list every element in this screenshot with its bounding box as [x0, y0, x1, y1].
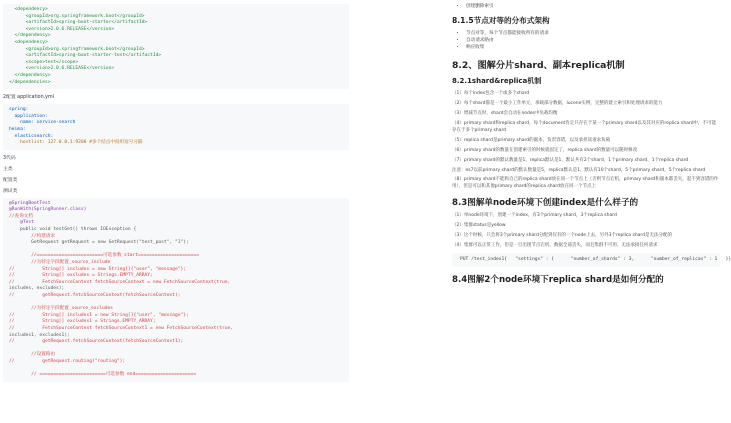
numbered-list-8-2-1: [452, 90, 720, 164]
right-page: [452, 0, 731, 423]
code-line: // ========================可选参数 end======================: [9, 372, 197, 378]
pom-dependencies-code-block: [3, 4, 349, 89]
code-line: <artifactId>spring-boot-starter-test</artifactId>: [9, 53, 162, 59]
list-item: • 自动请求路由: [466, 37, 720, 44]
config-heading: 2配置 application.yml: [3, 95, 54, 101]
code-line: @Test: [9, 220, 34, 226]
code-line: PUT /test_index1: [460, 257, 505, 262]
code-line: //为特定字段配置_source_excludes: [9, 306, 114, 312]
bullet-list-8-1-5: [452, 30, 720, 51]
section-heading-8-2-1: 8.2.1shard&replica机制: [452, 77, 542, 85]
code-line: <groupId>org.springframework.boot</groupId>: [9, 46, 145, 52]
code-line: spring:: [9, 107, 29, 113]
list-item: （6）primary shard的数量在创建索引的时候就固定了，replica shard的数量可以随时修改: [452, 148, 638, 153]
list-item: • 创建删除索引: [466, 3, 720, 10]
code-line: <artifactId>spring-boot-starter</artifactId>: [9, 20, 148, 26]
top-bullet-list: [452, 3, 720, 10]
list-item: （4）primary shard和replica shard，每个document肯定只存在于某一个primary shard以及其对应的replica shard中，不可能存在于多个primary shard: [452, 121, 717, 133]
code-line: "number_of_replicas" : 1: [634, 257, 718, 262]
section-heading-8-1-5: 8.1.5节点对等的分布式架构: [452, 16, 550, 25]
code-line: //构建请求: [9, 233, 56, 239]
list-item: （3）这个时候，只会将3个primary shard分配到仅有的一个node上去，另外3个replica shard是无法分配的: [452, 233, 673, 238]
list-item: （2）每个shard都是一个最小工作单元，承载部分数据，lucene实例，完整的建立索引和处理请求的能力: [452, 101, 663, 106]
code-line: <scope>test</scope>: [9, 59, 79, 65]
list-item: • 节点对等，每个节点都能接收所有的请求: [466, 30, 720, 37]
code-line: @RunWith(SpringRunner.class): [9, 207, 87, 213]
code-line: @SpringBootTest: [9, 200, 51, 206]
code-line: "number_of_shards" : 3,: [554, 257, 635, 262]
code-line: // String[] excludes = Strings.EMPTY_ARRAY;: [9, 273, 153, 279]
code-label: 3代码: [3, 155, 16, 161]
code-line: name: service-search: [9, 120, 76, 126]
list-item: （7）primary shard的默认数量是1，replica默认是1，默认共有2个shard，1个primary shard，1个replica shard: [452, 158, 689, 163]
code-line: elasticsearch:: [9, 133, 54, 139]
code-line: // String[] includes = new String[]{"user", "message"};: [9, 266, 187, 272]
code-line: <dependency>: [9, 7, 48, 12]
code-line: // getRequest.fetchSourceContext(fetchSourceContext);: [9, 293, 181, 298]
code-line: GetRequest getRequest = new GetRequest("test_post", "1");: [9, 240, 189, 246]
code-line: hostlist: 127.0.0.1:9200 #多个结点中间用逗号分隔: [9, 140, 143, 146]
code-line: }: [717, 257, 729, 262]
code-line: //查询文档: [9, 213, 33, 219]
code-line: //为特定字段配置_source_include: [9, 260, 111, 266]
code-line: <groupId>org.springframework.boot</groupId>: [9, 13, 145, 19]
list-item: （4）集群可以正常工作，但是一旦出现节点宕机，数据全部丢失，而且集群不可用，无法承接任何请求: [452, 243, 658, 248]
code-line: </dependency>: [9, 33, 51, 39]
code-line: includes, excludes);: [9, 286, 65, 292]
section-heading-8-2: 8.2、图解分片shard、副本replica机制: [452, 60, 625, 71]
code-line: }: [728, 257, 731, 262]
section-heading-8-3: 8.3图解单node环境下创建index是什么样子的: [452, 198, 639, 208]
code-line: // FetchSourceContext fetchSourceContext = new FetchSourceContext(true,: [9, 279, 231, 285]
put-index-code-block: [452, 253, 731, 267]
list-item: （1）每个index包含一个或多个shard: [452, 91, 530, 96]
numbered-list-8-3: [452, 212, 720, 249]
code-line: // getRequest.fetchSourceContext(fetchSourceContext1);: [9, 339, 184, 345]
code-line: //设置路由: [9, 352, 56, 358]
config-class-label: 配置类: [3, 177, 18, 183]
list-item: （5）replica shard是primary shard的副本，负责容错，以及承担读请求负载: [452, 138, 611, 143]
note-paragraph: 注意：es7以前primary shard的默认数量是5，replica默认是1，默认有10个shard，5个primary shard，5个replica shard: [452, 168, 706, 173]
code-line: </dependency>: [9, 72, 51, 78]
main-class-label: 主类: [3, 166, 13, 172]
code-line: application:: [9, 113, 48, 119]
code-line: {: [504, 257, 508, 262]
code-line: heima:: [9, 126, 26, 132]
application-yml-code-block: [3, 104, 349, 150]
code-line: // getRequest.routing("routing");: [9, 358, 126, 364]
list-item: （3）增减节点时，shard会自动在nodes中负载均衡: [452, 111, 558, 116]
code-line: public void testGet() throws IOException {: [9, 227, 137, 233]
code-line: [9, 346, 343, 353]
test-class-label: 测试类: [3, 188, 18, 194]
code-line: <dependency>: [9, 39, 48, 45]
test-java-code-block: [3, 198, 349, 382]
code-line: <version>2.0.6.RELEASE</version>: [9, 26, 115, 32]
code-line: // String[] excludes1 = Strings.EMPTY_ARRAY;: [9, 319, 156, 325]
code-line: <version>2.0.6.RELEASE</version>: [9, 66, 115, 72]
code-line: // String[] includes1 = new String[]{"user", "message"};: [9, 312, 189, 318]
list-item: • 响应收集: [466, 44, 720, 51]
list-item: （8）primary shard不能和自己的replica shard放在同一个节点上（否则节点宕机，primary shard和副本都丢失，起不到容错的作用），但是可以和其他primary shard的replica shard放在同一个节点上: [452, 177, 719, 189]
list-item: （2）集群status是yellow: [452, 223, 506, 228]
list-item: （1）单node环境下，创建一个index，有3个primary shard，3个replica shard: [452, 213, 617, 218]
section-heading-8-4: 8.4图解2个node环境下replica shard是如何分配的: [452, 275, 664, 286]
left-page: [0, 0, 352, 423]
code-line: "settings" : {: [507, 257, 555, 262]
code-line: includes1, excludes1);: [9, 332, 70, 338]
code-line: // FetchSourceContext fetchSourceContext1 = new FetchSourceContext(true,: [9, 325, 234, 331]
code-line: </dependencies>: [9, 79, 51, 85]
code-line: //========================可选参数 start======================: [9, 253, 199, 259]
